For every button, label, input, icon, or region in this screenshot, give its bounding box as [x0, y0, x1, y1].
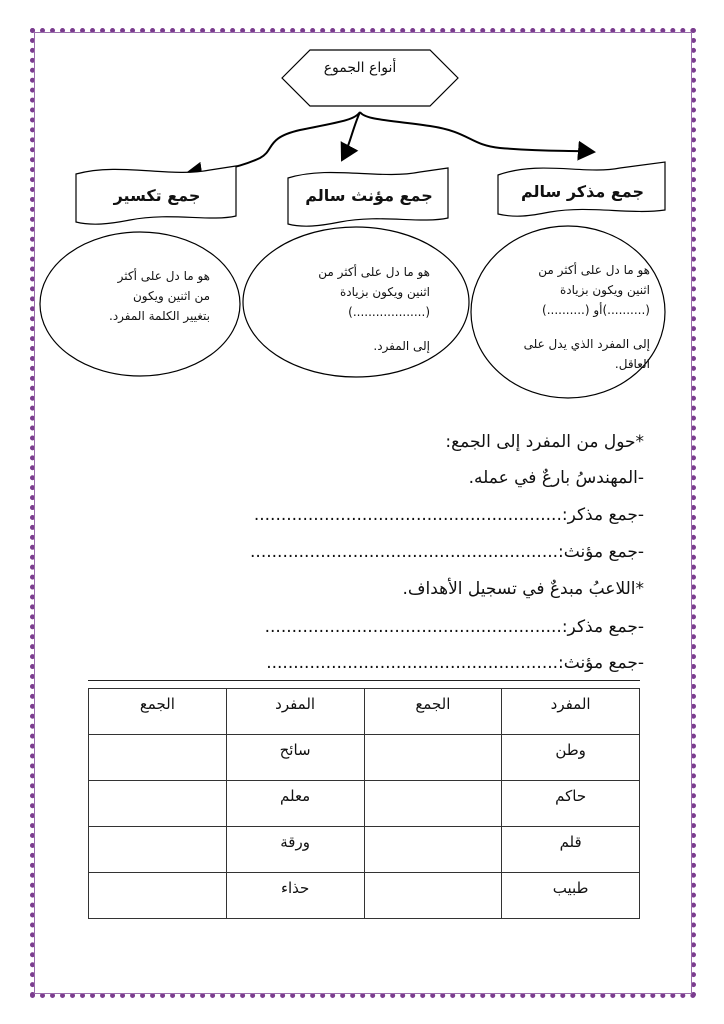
- plural-answer-cell[interactable]: [89, 781, 227, 827]
- exercise-instruction: *حول من المفرد إلى الجمع:: [445, 432, 644, 452]
- singular-cell: قلم: [502, 827, 640, 873]
- plural-answer-cell[interactable]: [89, 735, 227, 781]
- header-plural: الجمع: [364, 689, 502, 735]
- plural-table: [88, 688, 640, 919]
- singular-cell: سائح: [226, 735, 364, 781]
- singular-cell: طبيب: [502, 873, 640, 919]
- plural-answer-cell[interactable]: [364, 873, 502, 919]
- singular-cell: حذاء: [226, 873, 364, 919]
- diagram-title: أنواع الجموع: [323, 60, 397, 76]
- title-hexagon: [282, 50, 458, 106]
- definition-masculine: هو ما دل على أكثر من اثنين ويكون بزيادة (..........)أو (..........) إلى المفرد الذي يدل على العاقل.: [523, 263, 650, 371]
- plural-answer-cell[interactable]: [364, 827, 502, 873]
- answer-line-masculine-2[interactable]: -جمع مذكر:.......................................................: [264, 617, 644, 637]
- exercise-sentence-2: *اللاعبُ مبدعٌ في تسجيل الأهداف.: [402, 579, 644, 599]
- table-row: [89, 781, 640, 827]
- exercise-sentence-1: -المهندسُ بارعٌ في عمله.: [468, 468, 644, 488]
- plural-answer-cell[interactable]: [89, 827, 227, 873]
- singular-cell: ورقة: [226, 827, 364, 873]
- table-row: [89, 735, 640, 781]
- singular-cell: معلم: [226, 781, 364, 827]
- label-broken-plural: جمع تكسير: [113, 186, 201, 205]
- definition-broken: هو ما دل على أكثر من اثنين ويكون بتغيير الكلمة المفرد.: [109, 269, 210, 323]
- header-plural: الجمع: [89, 689, 227, 735]
- answer-line-feminine-2[interactable]: -جمع مؤنث:......................................................: [266, 653, 644, 673]
- header-singular: المفرد: [226, 689, 364, 735]
- header-singular: المفرد: [502, 689, 640, 735]
- plural-answer-cell[interactable]: [364, 781, 502, 827]
- table-row: [89, 827, 640, 873]
- singular-cell: حاكم: [502, 781, 640, 827]
- label-feminine-plural: جمع مؤنث سالم: [305, 186, 433, 205]
- singular-cell: وطن: [502, 735, 640, 781]
- answer-line-feminine-1[interactable]: -جمع مؤنث:.........................................................: [250, 542, 644, 562]
- definition-feminine: هو ما دل على أكثر من اثنين ويكون بزيادة (...................) إلى المفرد.: [318, 265, 430, 353]
- plural-answer-cell[interactable]: [89, 873, 227, 919]
- label-masculine-plural: جمع مذكر سالم: [520, 182, 645, 201]
- answer-line-masculine-1[interactable]: -جمع مذكر:.........................................................: [253, 505, 644, 525]
- table-header-row: [89, 689, 640, 735]
- connector-tree: [186, 112, 360, 174]
- divider-line: [88, 680, 640, 681]
- table-row: [89, 873, 640, 919]
- plural-answer-cell[interactable]: [364, 735, 502, 781]
